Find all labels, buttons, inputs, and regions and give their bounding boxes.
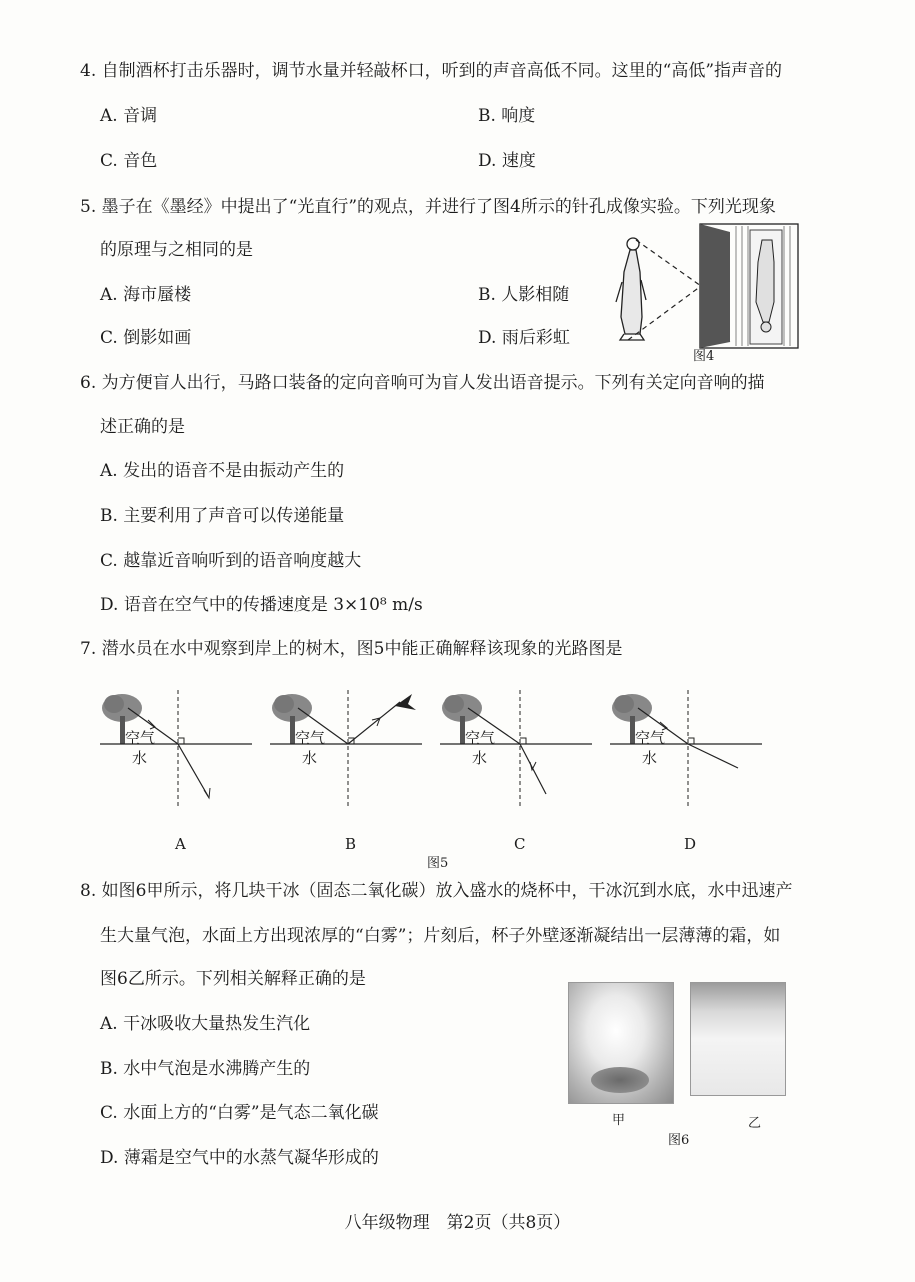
photo-yi	[690, 982, 786, 1096]
q5-option-d: D. 雨后彩虹	[478, 328, 570, 348]
figure-6-caption: 图6	[668, 1133, 690, 1148]
q4-option-b: B. 响度	[478, 106, 536, 126]
diagram-label-a: A	[175, 835, 186, 853]
diagram-d-water: 水	[642, 749, 658, 767]
diagram-label-c: C	[514, 835, 526, 853]
figure-5-caption: 图5	[427, 856, 449, 871]
eye-icon	[395, 694, 416, 710]
photo-jia-label: 甲	[612, 1113, 626, 1128]
q5-option-c: C. 倒影如画	[100, 328, 192, 348]
diagram-c	[440, 690, 600, 810]
diagram-b-air: 空气	[295, 729, 326, 747]
diagram-a-air: 空气	[125, 729, 156, 747]
diagram-b-water: 水	[302, 749, 318, 767]
q8-option-d: D. 薄霜是空气中的水蒸气凝华形成的	[100, 1148, 379, 1168]
diagram-a	[100, 690, 260, 810]
q6-stem-line1: 6. 为方便盲人出行，马路口装备的定向音响可为盲人发出语音提示。下列有关定向音响的描	[80, 373, 765, 393]
photo-jia	[568, 982, 674, 1104]
q6-option-d: D. 语音在空气中的传播速度是 3×10⁸ m/s	[100, 595, 423, 615]
q8-option-c: C. 水面上方的“白雾”是气态二氧化碳	[100, 1103, 379, 1123]
diagram-a-water: 水	[132, 749, 148, 767]
q5-option-a: A. 海市蜃楼	[100, 285, 192, 305]
photo-yi-label: 乙	[748, 1116, 762, 1131]
q8-stem-line2: 生大量气泡，水面上方出现浓厚的“白雾”；片刻后，杯子外壁逐渐凝结出一层薄薄的霜，如	[100, 926, 781, 946]
figure-4-caption: 图4	[693, 349, 715, 364]
q6-option-c: C. 越靠近音响听到的语音响度越大	[100, 551, 362, 571]
q8-option-b: B. 水中气泡是水沸腾产生的	[100, 1059, 311, 1079]
q6-option-a: A. 发出的语音不是由振动产生的	[100, 461, 345, 481]
diagram-label-b: B	[345, 835, 357, 853]
q8-stem-line1: 8. 如图6甲所示，将几块干冰（固态二氧化碳）放入盛水的烧杯中，干冰沉到水底，水中迅速产	[80, 881, 793, 901]
diagram-b	[270, 690, 430, 810]
q4-option-c: C. 音色	[100, 151, 158, 171]
person-icon	[616, 238, 646, 340]
q4-stem: 4. 自制酒杯打击乐器时，调节水量并轻敲杯口，听到的声音高低不同。这里的“高低”指声音的	[80, 61, 783, 81]
diagram-label-d: D	[684, 835, 697, 853]
q6-option-b: B. 主要利用了声音可以传递能量	[100, 506, 345, 526]
q8-stem-line3: 图6乙所示。下列相关解释正确的是	[100, 969, 366, 989]
q5-stem-line1: 5. 墨子在《墨经》中提出了“光直行”的观点，并进行了图4所示的针孔成像实验。下列光现象	[80, 197, 776, 217]
q4-option-a: A. 音调	[100, 106, 158, 126]
q8-option-a: A. 干冰吸收大量热发生汽化	[100, 1014, 311, 1034]
diagram-c-water: 水	[472, 749, 488, 767]
diagram-d	[610, 690, 770, 810]
q7-stem: 7. 潜水员在水中观察到岸上的树木，图5中能正确解释该现象的光路图是	[80, 639, 623, 659]
q4-option-d: D. 速度	[478, 151, 536, 171]
page-footer: 八年级物理 第2页（共8页）	[344, 1213, 571, 1233]
q5-stem-line2: 的原理与之相同的是	[100, 240, 253, 260]
q5-option-b: B. 人影相随	[478, 285, 570, 305]
pinhole-figure	[608, 222, 808, 352]
diagram-d-air: 空气	[635, 729, 666, 747]
diagram-c-air: 空气	[465, 729, 496, 747]
q6-stem-line2: 述正确的是	[100, 417, 185, 437]
